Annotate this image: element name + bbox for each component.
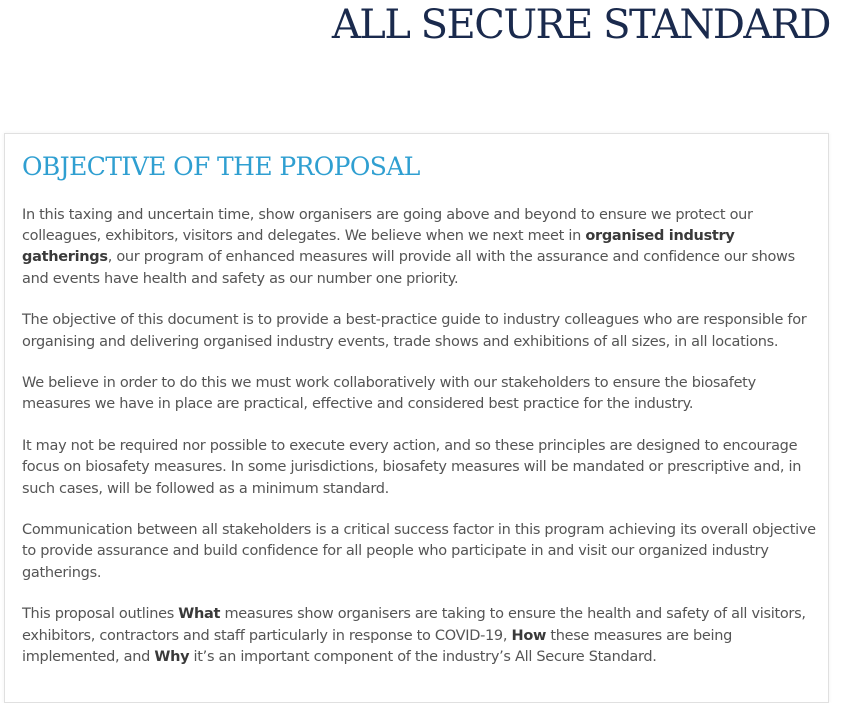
paragraph-objective: The objective of this document is to provide a best-practice guide to industry colleagues who are responsible for organising and delivering organised industry events, trade shows and exhibitions of all sizes, in all locations. — [22, 312, 807, 350]
body-text — [22, 205, 822, 688]
bold-why: Why — [154, 648, 190, 665]
paragraph-principles: It may not be required nor possible to execute every action, and so these principles are designed to encourage focus on biosafety measures. In some jurisdictions, biosafety measures will be mandated or prescriptive and, in such cases, will be followed as a minimum standard. — [22, 438, 802, 497]
bold-what: What — [178, 606, 221, 623]
bold-phrase: organised industry gatherings — [22, 228, 735, 266]
paragraph-text: This proposal outlines — [22, 606, 179, 623]
paragraph-text: measures show organisers are taking to ensure the health and safety of all visitors, exhibitors, contractors and staff particularly in response to COVID-19, — [22, 606, 806, 644]
paragraph-collaboration: We believe in order to do this we must work collaboratively with our stakeholders to ensure the biosafety measures we have in place are practical, effective and considered best practice for the industry. — [22, 375, 756, 413]
content-card — [4, 133, 829, 703]
page-title: ALL SECURE STANDARD — [331, 2, 830, 48]
paragraph-communication: Communication between all stakeholders is a critical success factor in this program achieving its overall objective to provide assurance and build confidence for all people who participate in and visit our organized industry gatherings. — [22, 522, 816, 581]
paragraph-text: it’s an important component of the industry’s All Secure Standard. — [189, 648, 657, 665]
bold-how: How — [511, 627, 547, 644]
paragraph-text: In this taxing and uncertain time, show organisers are going above and beyond to ensure we protect our colleagues, exhibitors, visitors and delegates. We believe when we next meet in — [22, 207, 753, 245]
paragraph-outline — [22, 604, 822, 668]
paragraph-intro — [22, 205, 822, 290]
section-heading: OBJECTIVE OF THE PROPOSAL — [22, 152, 420, 181]
paragraph-text: , our program of enhanced measures will provide all with the assurance and confidence our shows and events have health and safety as our number one priority. — [22, 249, 795, 287]
paragraph-text: these measures are being implemented, and — [22, 627, 733, 665]
